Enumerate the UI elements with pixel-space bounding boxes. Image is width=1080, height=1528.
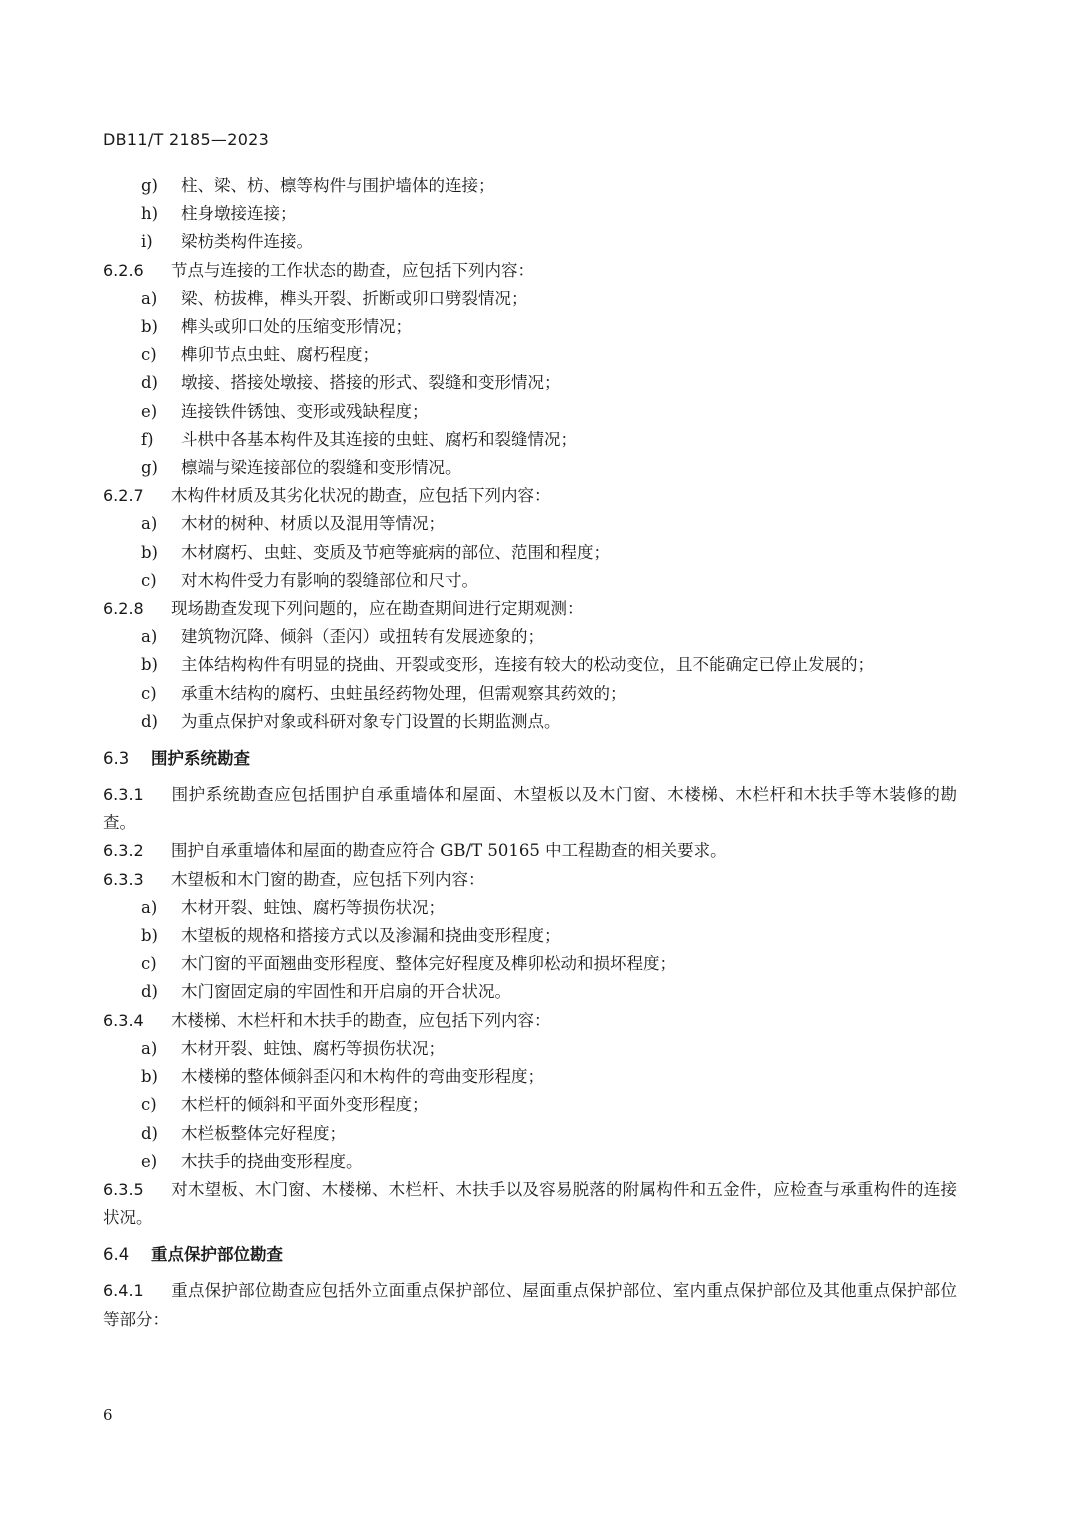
list-item: c) 木门窗的平面翘曲变形程度、整体完好程度及榫卯松动和损坏程度； <box>141 954 676 974</box>
list-item: b) 木楼梯的整体倾斜歪闪和木构件的弯曲变形程度； <box>141 1067 544 1087</box>
clause-6-3-4: 6.3.4 木楼梯、木栏杆和木扶手的勘查，应包括下列内容： <box>103 1010 551 1030</box>
list-item: d) 墩接、搭接处墩接、搭接的形式、裂缝和变形情况； <box>141 373 561 393</box>
clause-6-2-7: 6.2.7 木构件材质及其劣化状况的勘查，应包括下列内容： <box>103 486 551 506</box>
list-item: g) 柱、梁、枋、檩等构件与围护墙体的连接； <box>141 176 495 195</box>
list-item: b) 木材腐朽、虫蛀、变质及节疤等疵病的部位、范围和程度； <box>141 542 610 562</box>
list-item: a) 木材的树种、材质以及混用等情况； <box>141 514 445 534</box>
document-body <box>103 172 957 1334</box>
list-item: c) 榫卯节点虫蛀、腐朽程度； <box>141 345 379 365</box>
list-item: e) 连接铁件锈蚀、变形或残缺程度； <box>141 401 429 421</box>
list-item: d) 木门窗固定扇的牢固性和开启扇的开合状况。 <box>141 982 511 1002</box>
section-heading-6-4: 6.4 重点保护部位勘查 <box>103 1245 283 1265</box>
clause-6-2-6: 6.2.6 节点与连接的工作状态的勘查，应包括下列内容： <box>103 260 534 280</box>
clause-6-4-1: 6.4.1 重点保护部位勘查应包括外立面重点保护部位、屋面重点保护部位、室内重点保护部位及其他重点保护部位等部分： <box>103 1281 957 1329</box>
clause-6-2-8: 6.2.8 现场勘查发现下列问题的，应在勘查期间进行定期观测： <box>103 599 584 619</box>
clause-6-3-3: 6.3.3 木望板和木门窗的勘查，应包括下列内容： <box>103 869 485 889</box>
list-item: h) 柱身墩接连接； <box>141 204 297 224</box>
list-item: b) 主体结构构件有明显的挠曲、开裂或变形，连接有较大的松动变位，且不能确定已停止发展的； <box>141 655 874 675</box>
list-item: i) 梁枋类构件连接。 <box>141 232 313 252</box>
list-item: b) 榫头或卯口处的压缩变形情况； <box>141 317 412 337</box>
list-item: a) 建筑物沉降、倾斜（歪闪）或扭转有发展迹象的； <box>141 627 544 647</box>
standard-code-header: DB11/T 2185—2023 <box>103 130 270 149</box>
list-item: d) 木栏板整体完好程度； <box>141 1123 346 1143</box>
section-heading-6-3: 6.3 围护系统勘查 <box>103 749 250 769</box>
list-item: e) 木扶手的挠曲变形程度。 <box>141 1151 363 1171</box>
list-item: c) 承重木结构的腐朽、虫蛀虽经药物处理，但需观察其药效的； <box>141 683 627 703</box>
list-item: a) 木材开裂、蛀蚀、腐朽等损伤状况； <box>141 1038 445 1058</box>
page-number: 6 <box>103 1406 113 1424</box>
list-item: f) 斗栱中各基本构件及其连接的虫蛀、腐朽和裂缝情况； <box>141 429 577 449</box>
list-item: g) 檩端与梁连接部位的裂缝和变形情况。 <box>141 458 462 478</box>
list-item: c) 木栏杆的倾斜和平面外变形程度； <box>141 1095 429 1115</box>
clause-6-3-1: 6.3.1 围护系统勘查应包括围护自承重墙体和屋面、木望板以及木门窗、木楼梯、木栏杆和木扶手等木装修的勘查。 <box>103 785 957 833</box>
clause-6-3-2: 6.3.2 围护自承重墙体和屋面的勘查应符合 GB/T 50165 中工程勘查的相关要求。 <box>103 841 727 861</box>
list-item: a) 木材开裂、蛀蚀、腐朽等损伤状况； <box>141 897 445 917</box>
list-item: a) 梁、枋拔榫，榫头开裂、折断或卯口劈裂情况； <box>141 288 528 308</box>
list-item: c) 对木构件受力有影响的裂缝部位和尺寸。 <box>141 570 478 590</box>
clause-6-3-5: 6.3.5 对木望板、木门窗、木楼梯、木栏杆、木扶手以及容易脱落的附属构件和五金件，应检查与承重构件的连接状况。 <box>103 1179 957 1228</box>
list-item: d) 为重点保护对象或科研对象专门设置的长期监测点。 <box>141 711 561 731</box>
list-item: b) 木望板的规格和搭接方式以及渗漏和挠曲变形程度； <box>141 926 561 946</box>
